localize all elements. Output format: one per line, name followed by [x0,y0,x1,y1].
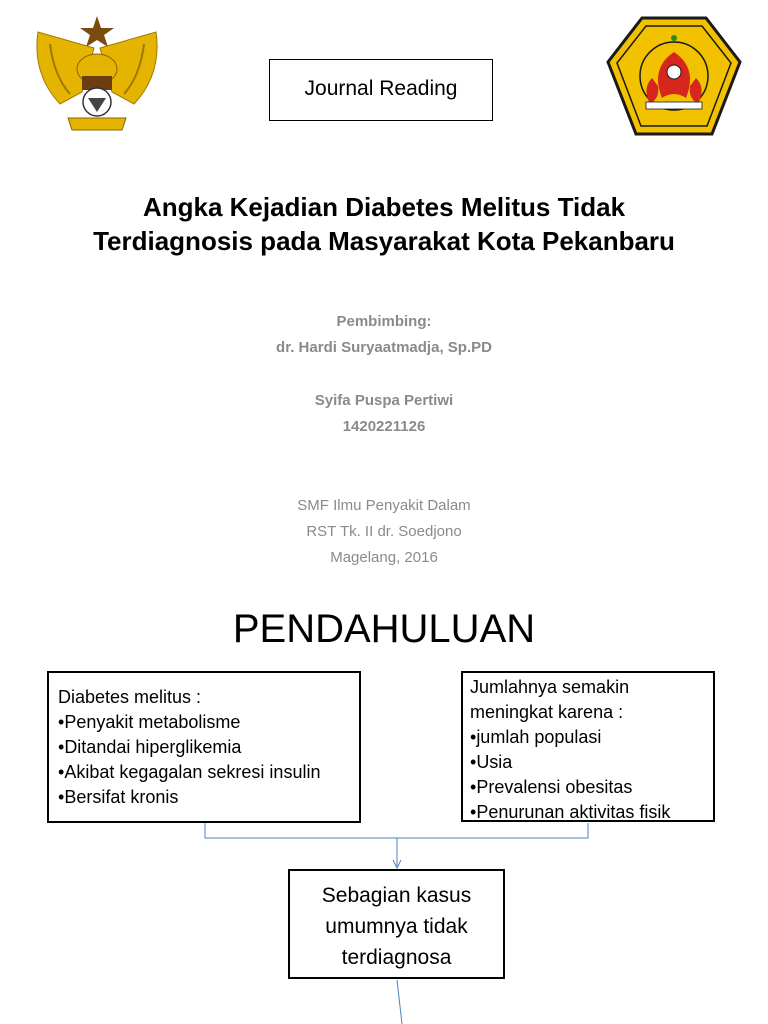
journal-reading-label: Journal Reading [304,77,458,100]
bracket-connector [205,823,588,838]
increase-causes-title-1: Jumlahnya semakin [470,677,630,697]
list-item: • Usia [470,750,713,775]
list-item: • Ditandai hiperglikemia [58,735,359,760]
hospital: RST Tk. II dr. Soedjono [306,523,462,540]
title-line-2: Terdiagnosis pada Masyarakat Kota Pekanbaru [93,226,675,256]
conclusion-line-1: Sebagian kasus [321,884,472,907]
list-item: • jumlah populasi [470,725,713,750]
list-item: • Akibat kegagalan sekresi insulin [58,760,359,785]
student-id: 1420221126 [342,418,426,435]
list-item: • Prevalensi obesitas [470,775,713,800]
conclusion-line-3: terdiagnosa [341,946,452,969]
advisor-name: dr. Hardi Suryaatmadja, Sp.PD [276,339,492,356]
undiagnosed-conclusion-box [288,869,505,979]
bottom-connector [397,980,402,1024]
increase-causes-title-2: meningkat karena : [470,702,624,722]
place-year: Magelang, 2016 [330,549,438,566]
title-line-1: Angka Kejadian Diabetes Melitus Tidak [142,192,626,222]
advisor-label: Pembimbing: [336,313,432,330]
list-item: • Penyakit metabolisme [58,710,359,735]
diabetes-definition-title: Diabetes melitus : [58,687,202,707]
section-heading: PENDAHULUAN [232,607,536,651]
conclusion-line-2: umumnya tidak [325,915,468,938]
student-name: Syifa Puspa Pertiwi [314,392,454,409]
department: SMF Ilmu Penyakit Dalam [297,497,471,514]
list-item: • Bersifat kronis [58,785,359,810]
list-item: • Penurunan aktivitas fisik [470,800,713,825]
